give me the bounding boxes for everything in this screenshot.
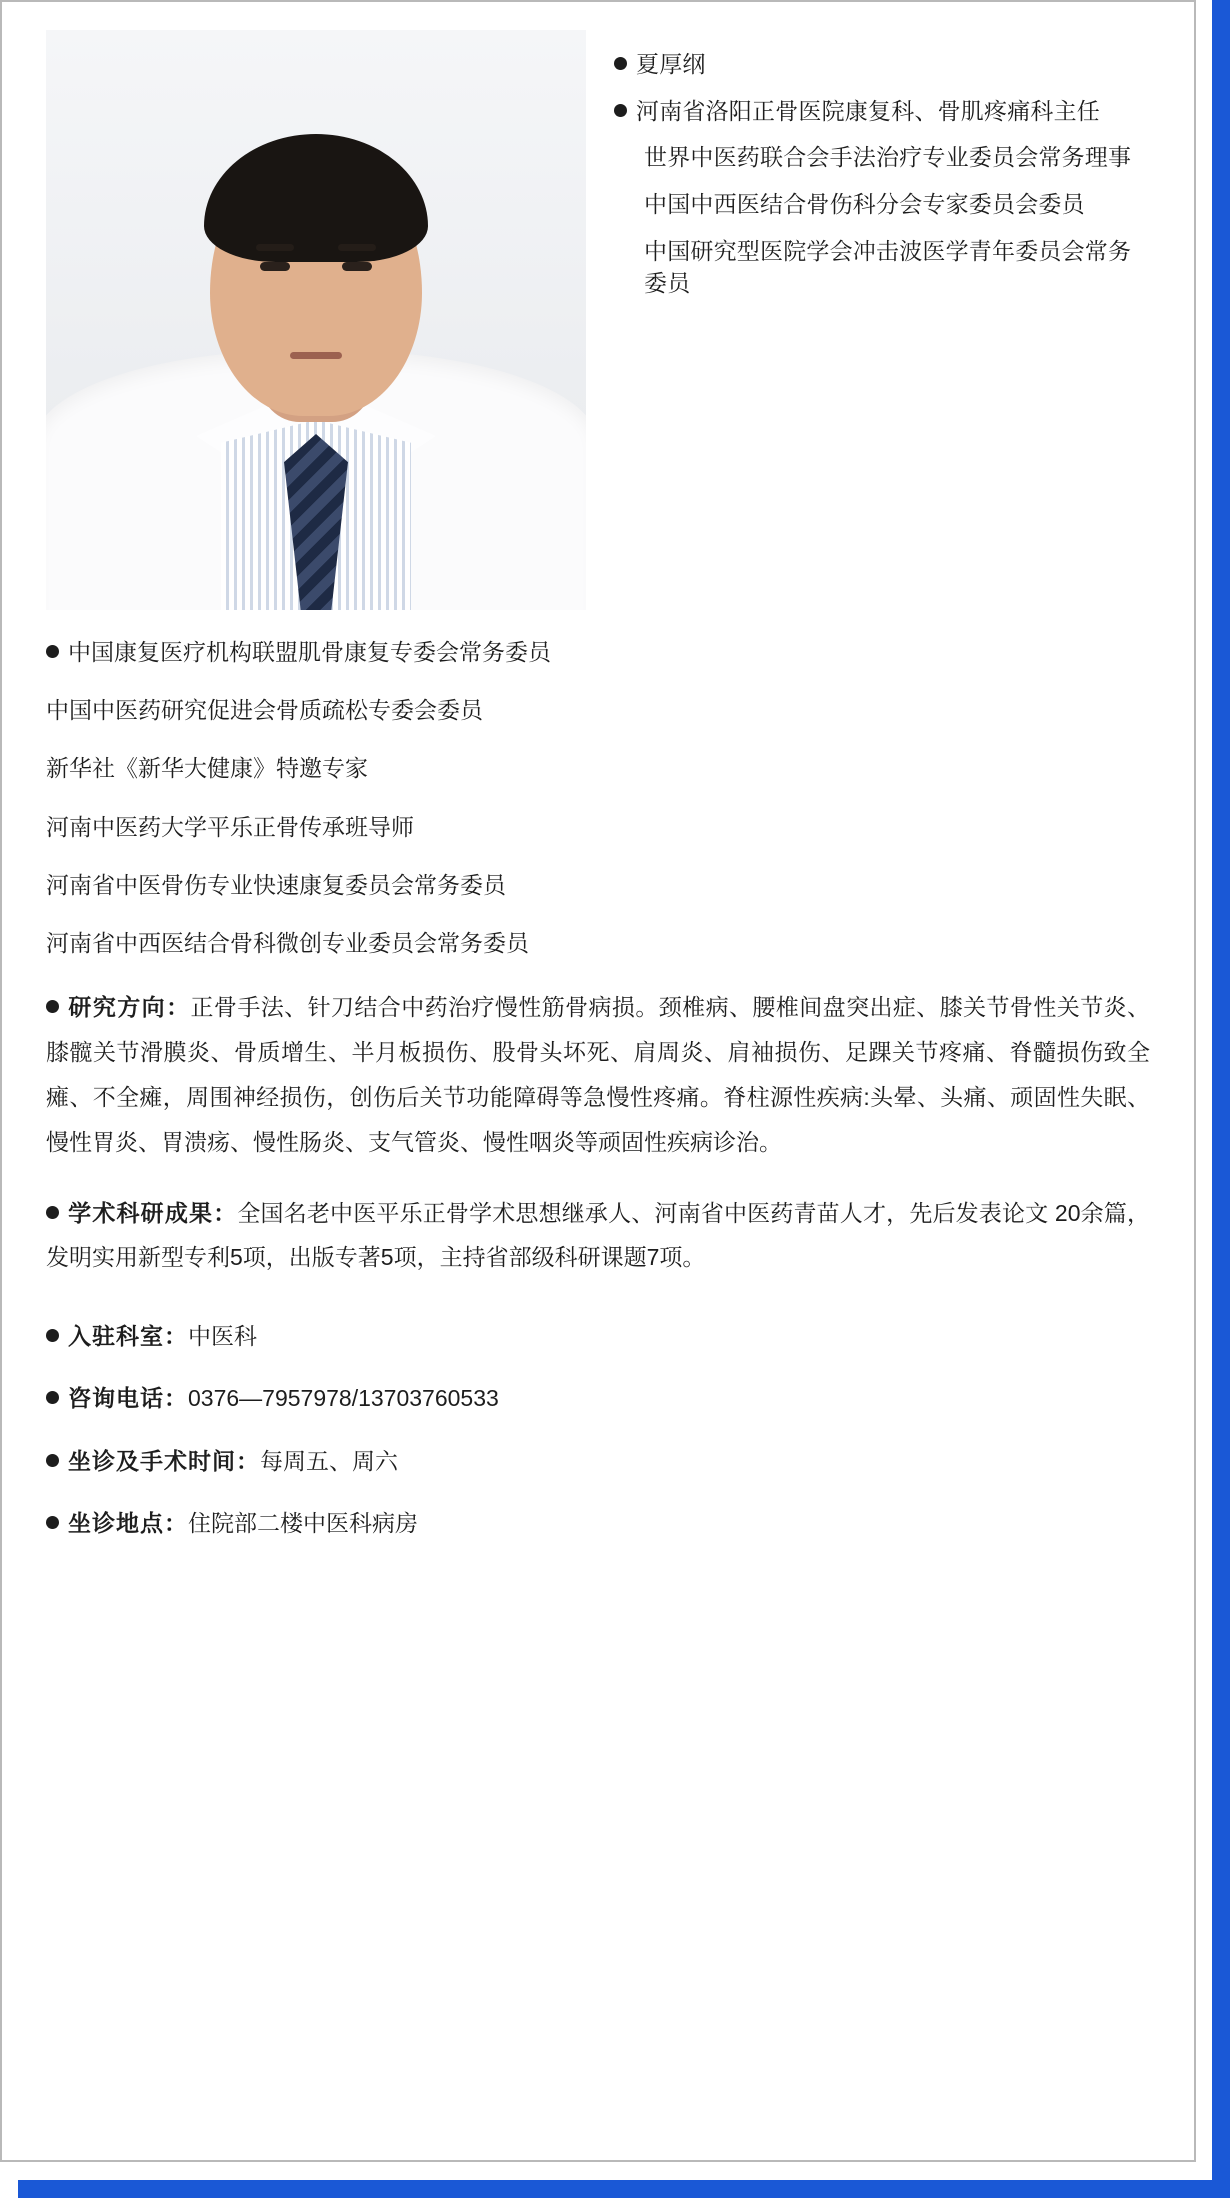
contact-row-department bbox=[46, 1320, 1150, 1352]
doctor-name: 夏厚纲 bbox=[636, 51, 706, 77]
contact-label: 坐诊地点 bbox=[68, 1509, 164, 1536]
accent-bar-right bbox=[1212, 0, 1230, 2180]
contact-list bbox=[46, 1320, 1150, 1539]
credential-item: 中国中医药研究促进会骨质疏松专委会委员 bbox=[46, 697, 483, 724]
accent-bar-bottom bbox=[18, 2180, 1230, 2198]
credential-text: 中国康复医疗机构联盟肌骨康复专委会常务委员 bbox=[68, 639, 551, 665]
section-separator: ： bbox=[166, 994, 191, 1021]
contact-separator: ： bbox=[164, 1509, 188, 1536]
contact-separator: ： bbox=[236, 1447, 260, 1474]
bullet-icon bbox=[614, 57, 627, 70]
contact-row-phone bbox=[46, 1382, 1150, 1414]
section-text: 正骨手法、针刀结合中药治疗慢性筋骨病损。颈椎病、腰椎间盘突出症、膝关节骨性关节炎、膝髋关节滑膜炎、骨质增生、半月板损伤、股骨头坏死、肩周炎、肩袖损伤、足踝关节疼痛、脊髓损伤致全瘫、不全瘫，周围神经损伤，创伤后关节功能障碍等急慢性疼痛。脊柱源性疾病:头晕、头痛、顽固性失眠、慢性胃炎、胃溃疡、慢性肠炎、支气管炎、慢性咽炎等顽固性疾病诊治。 bbox=[46, 994, 1151, 1155]
credential-item: 河南省中西医结合骨科微创专业委员会常务委员 bbox=[46, 929, 529, 956]
doctor-position-row bbox=[614, 95, 1150, 128]
doctor-position: 河南省洛阳正骨医院康复科、骨肌疼痛科主任 bbox=[636, 97, 1100, 124]
bullet-icon bbox=[46, 1206, 59, 1219]
credential-item: 河南省中医骨伤专业快速康复委员会常务委员 bbox=[46, 871, 506, 898]
bullet-icon bbox=[46, 1454, 59, 1467]
contact-label: 咨询电话 bbox=[68, 1385, 164, 1412]
contact-value[interactable]: 0376—7957978/13703760533 bbox=[188, 1385, 499, 1412]
section-separator: ： bbox=[213, 1199, 238, 1226]
credential-list bbox=[46, 636, 1150, 959]
section-text: 全国名老中医平乐正骨学术思想继承人、河南省中医药青苗人才，先后发表论文 20余篇，发明实用新型专利5项，出版专著5项，主持省部级科研课题7项。 bbox=[46, 1199, 1150, 1271]
bullet-icon bbox=[46, 1391, 59, 1404]
credential-item: 河南中医药大学平乐正骨传承班导师 bbox=[46, 813, 414, 840]
doctor-portrait-photo bbox=[46, 30, 586, 610]
section-label: 学术科研成果 bbox=[68, 1199, 214, 1226]
section-research-direction bbox=[46, 985, 1150, 1164]
section-label: 研究方向 bbox=[68, 994, 167, 1021]
contact-separator: ： bbox=[164, 1323, 188, 1350]
contact-label: 入驻科室 bbox=[68, 1323, 164, 1350]
bullet-icon bbox=[46, 1000, 59, 1013]
doctor-title-1: 世界中医药联合会手法治疗专业委员会常务理事 bbox=[644, 144, 1132, 171]
doctor-titles bbox=[586, 30, 1150, 314]
doctor-title-3: 中国研究型医院学会冲击波医学青年委员会常务委员 bbox=[644, 237, 1132, 297]
profile-header bbox=[46, 30, 1150, 610]
contact-row-location bbox=[46, 1507, 1150, 1539]
contact-value: 住院部二楼中医科病房 bbox=[188, 1509, 418, 1536]
doctor-title-2: 中国中西医结合骨伤科分会专家委员会委员 bbox=[644, 190, 1085, 217]
bullet-icon bbox=[614, 104, 627, 117]
doctor-photo-container bbox=[46, 30, 586, 610]
contact-separator: ： bbox=[164, 1385, 188, 1412]
doctor-name-row bbox=[614, 48, 1150, 81]
contact-value: 每周五、周六 bbox=[260, 1447, 398, 1474]
contact-row-schedule bbox=[46, 1445, 1150, 1477]
credential-item bbox=[46, 636, 1150, 668]
section-academic-achievements bbox=[46, 1191, 1150, 1281]
bullet-icon bbox=[46, 1516, 59, 1529]
credential-item: 新华社《新华大健康》特邀专家 bbox=[46, 755, 368, 782]
bullet-icon bbox=[46, 645, 59, 658]
contact-value: 中医科 bbox=[188, 1323, 257, 1350]
contact-label: 坐诊及手术时间 bbox=[68, 1447, 236, 1474]
bullet-icon bbox=[46, 1329, 59, 1342]
